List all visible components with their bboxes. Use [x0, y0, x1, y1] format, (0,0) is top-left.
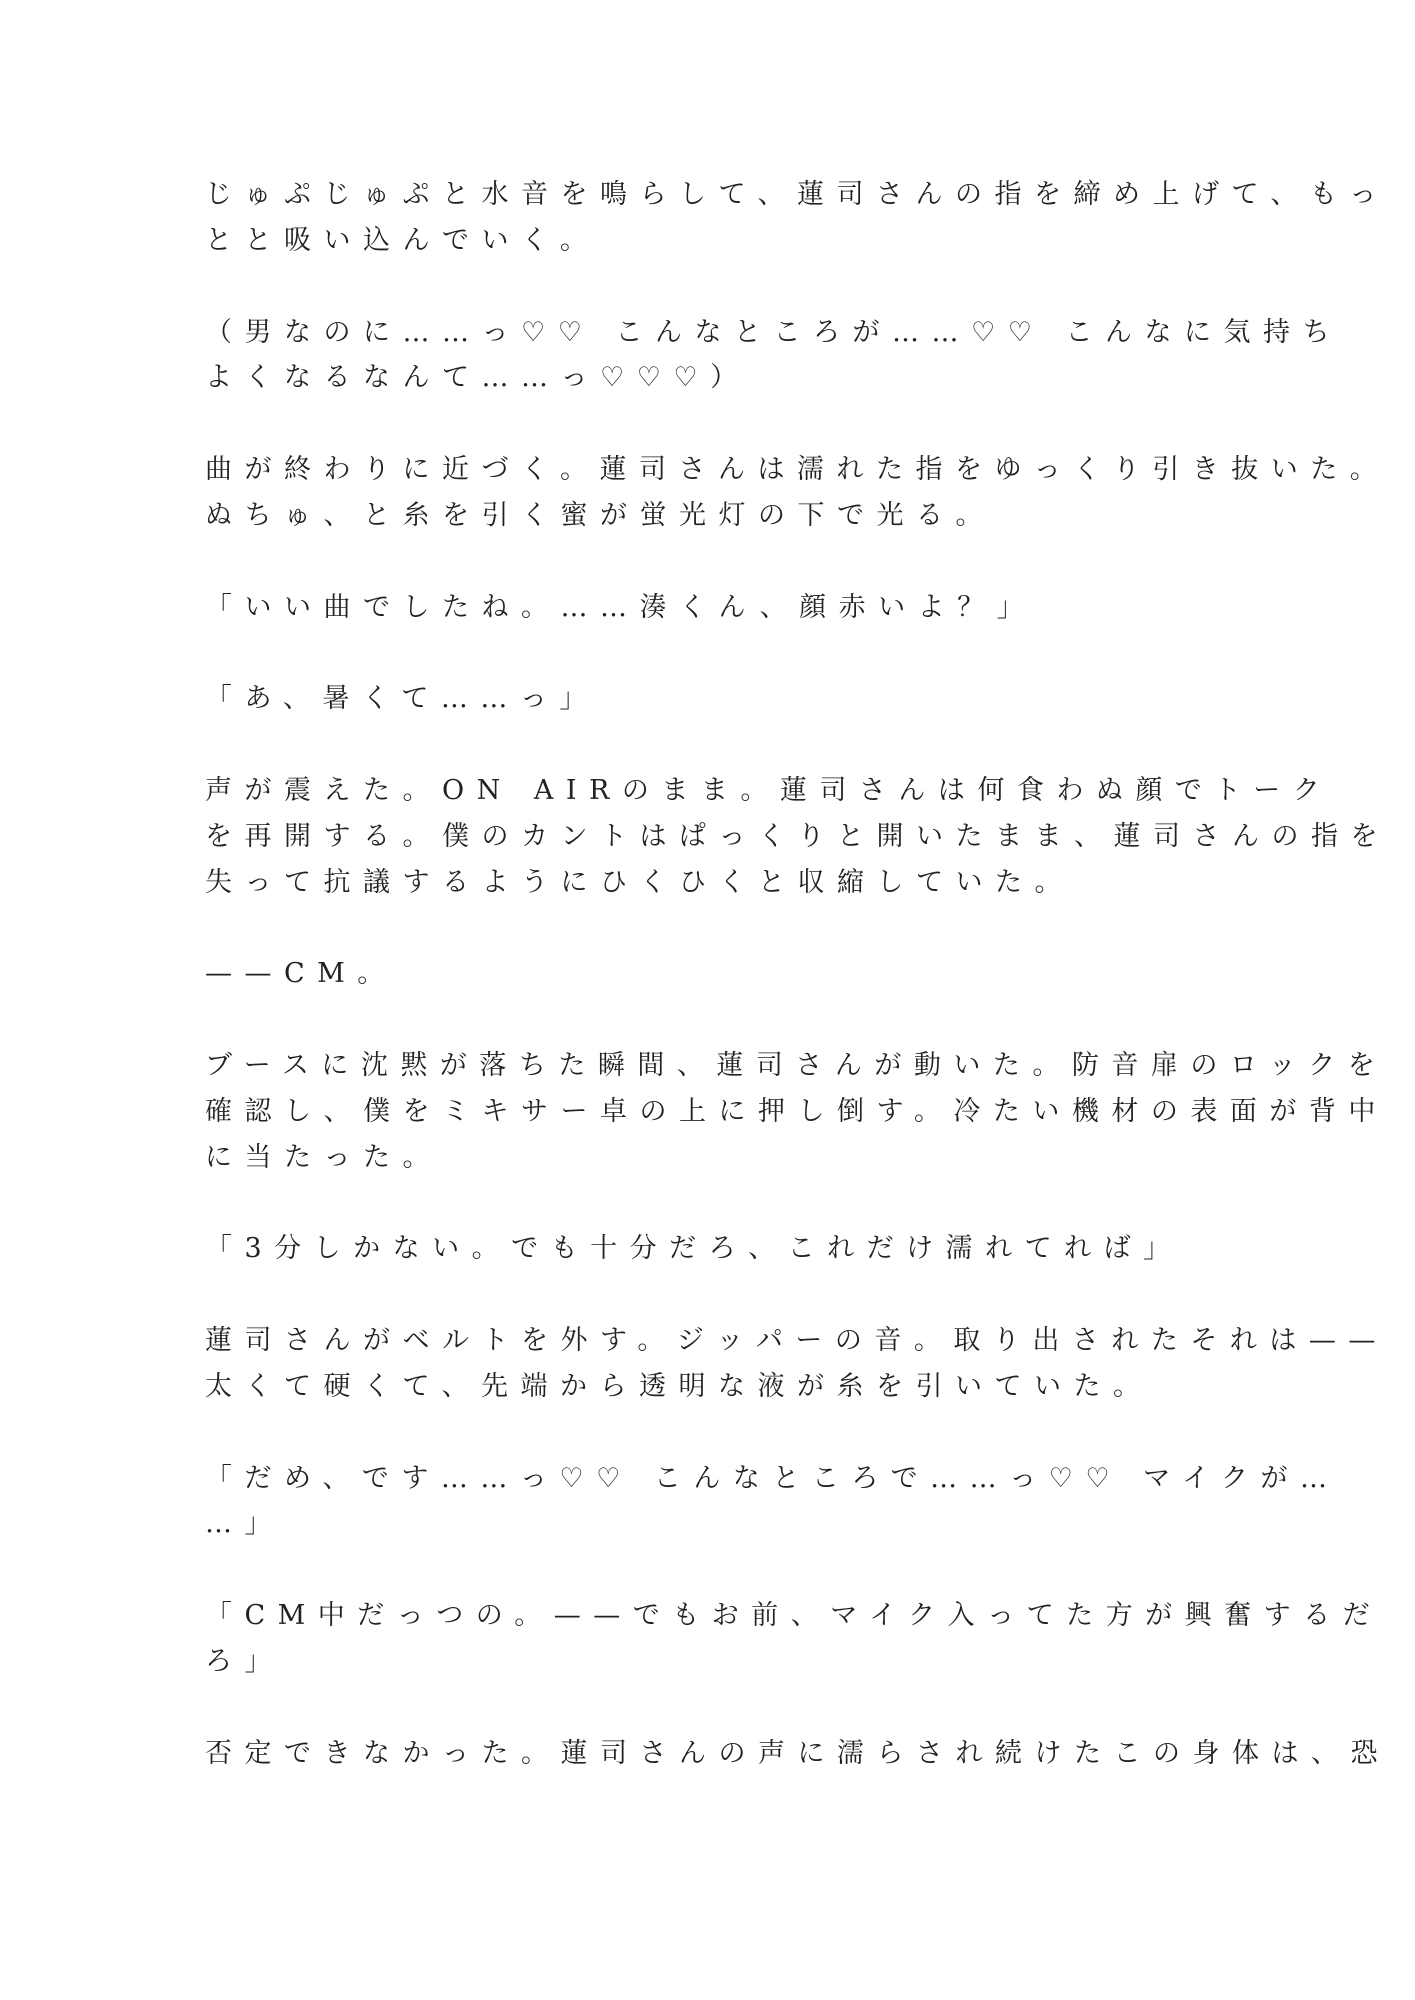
text-line — [205, 1685, 1245, 1731]
text-line — [205, 401, 1245, 447]
text-line: 「あ、暑くて……っ」 — [205, 683, 599, 715]
text-line — [205, 906, 1245, 952]
text-line: じゅぷじゅぷと水音を鳴らして、蓮司さんの指を締め上げて、もっ — [205, 179, 1389, 210]
text-line — [205, 630, 1245, 676]
text-line: 確認し、僕をミキサー卓の上に押し倒す。冷たい機材の表面が背中 — [205, 1095, 1388, 1127]
text-line — [205, 1272, 1245, 1318]
text-line: ろ」 — [205, 1646, 284, 1677]
text-line — [205, 264, 1245, 310]
text-line: 蓮司さんがベルトを外す。ジッパーの音。取り出されたそれは—— — [205, 1325, 1388, 1357]
text-line: よくなるなんて……っ♡♡♡） — [205, 362, 750, 394]
text-line: ぬちゅ、と糸を引く蜜が蛍光灯の下で光る。 — [205, 499, 995, 531]
text-line: に当たった。 — [205, 1141, 442, 1173]
text-line: 「3分しかない。でも十分だろ、これだけ濡れてれば」 — [205, 1233, 1183, 1265]
text-line — [205, 539, 1245, 585]
text-line: 曲が終わりに近づく。蓮司さんは濡れた指をゆっくり引き抜いた。 — [205, 454, 1390, 486]
text-line: 否定できなかった。蓮司さんの声に濡らされ続けたこの身体は、恐 — [205, 1737, 1390, 1769]
text-line: 声が震えた。ON AIRのまま。蓮司さんは何食わぬ顔でトーク — [205, 774, 1333, 806]
text-line: 「だめ、です……っ♡♡ こんなところで……っ♡♡ マイクが… — [205, 1462, 1340, 1494]
text-line: 太くて硬くて、先端から透明な液が糸を引いていた。 — [205, 1370, 1153, 1402]
text-line: 「CM中だっつの。——でもお前、マイク入ってた方が興奮するだ — [205, 1600, 1383, 1632]
text-line: …」 — [205, 1508, 284, 1540]
text-line: 失って抗議するようにひくひくと収縮していた。 — [205, 866, 1074, 898]
text-line: とと吸い込んでいく。 — [205, 224, 600, 256]
text-line: ——CM。 — [205, 958, 397, 990]
text-line: 「いい曲でしたね。……湊くん、顔赤いよ？」 — [205, 591, 1037, 623]
document-page — [205, 172, 1390, 1777]
text-line — [205, 722, 1245, 768]
text-line — [205, 1547, 1245, 1593]
text-line — [205, 1181, 1245, 1227]
text-line — [205, 1410, 1245, 1456]
text-line — [205, 997, 1245, 1043]
text-line: （男なのに……っ♡♡ こんなところが……♡♡ こんなに気持ち — [205, 316, 1342, 348]
text-line: ブースに沈黙が落ちた瞬間、蓮司さんが動いた。防音扉のロックを — [205, 1050, 1388, 1082]
text-line: を再開する。僕のカントはぱっくりと開いたまま、蓮司さんの指を — [205, 820, 1390, 852]
